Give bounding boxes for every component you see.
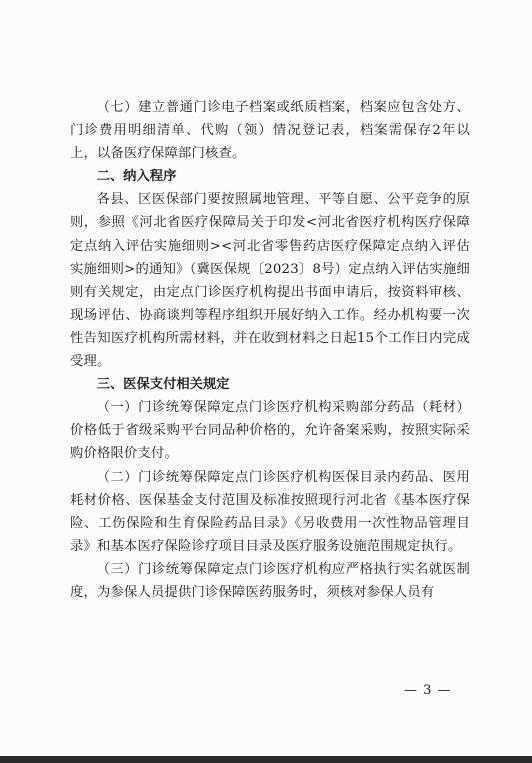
page-number: — 3 —	[404, 683, 452, 698]
bottom-edge-bar	[0, 756, 532, 763]
paragraph-inclusion-procedure: 各县、区医保部门要按照属地管理、平等自愿、公平竞争的原则，参照《河北省医疗保障局关于印发<河北省医疗机构医疗保障定点纳入评估实施细则><河北省零售药店医疗保障定点纳入评估实施细则>的通知》（冀医保规〔2023〕8号）定点纳入评估实施细则有关规定，由定点门诊医疗机构提出书面申请后，按资料审核、现场评估、协商谈判等程序组织开展好纳入工作。经办机构要一次性告知医疗机构所需材料，并在收到材料之日起15个工作日内完成受理。	[70, 192, 470, 370]
paragraph-payment-rule-1: （一）门诊统筹保障定点门诊医疗机构采购部分药品（耗材）价格低于省级采购平台同品种价格的，允许备案采购，按照实际采购价格限价支付。	[70, 400, 470, 462]
section-heading-payment-rules: 三、医保支付相关规定	[96, 377, 230, 393]
paragraph-archive-requirement: （七）建立普通门诊电子档案或纸质档案，档案应包含处方、门诊费用明细清单、代购（领）情况登记表，档案需保存2年以上，以备医疗保障部门核查。	[70, 100, 470, 162]
paragraph-payment-rule-3: （三）门诊统筹保障定点门诊医疗机构应严格执行实名就医制度，为参保人员提供门诊保障医药服务时，须核对参保人员有	[70, 561, 470, 600]
section-heading-inclusion-procedure: 二、纳入程序	[96, 169, 177, 185]
paragraph-payment-rule-2: （二）门诊统筹保障定点门诊医疗机构医保目录内药品、医用耗材价格、医保基金支付范围及标准按照现行河北省《基本医疗保险、工伤保险和生育保险药品目录》《另收费用一次性物品管理目录》和基本医疗保险诊疗项目目录及医疗服务设施范围规定执行。	[70, 469, 470, 554]
document-body	[70, 96, 470, 604]
